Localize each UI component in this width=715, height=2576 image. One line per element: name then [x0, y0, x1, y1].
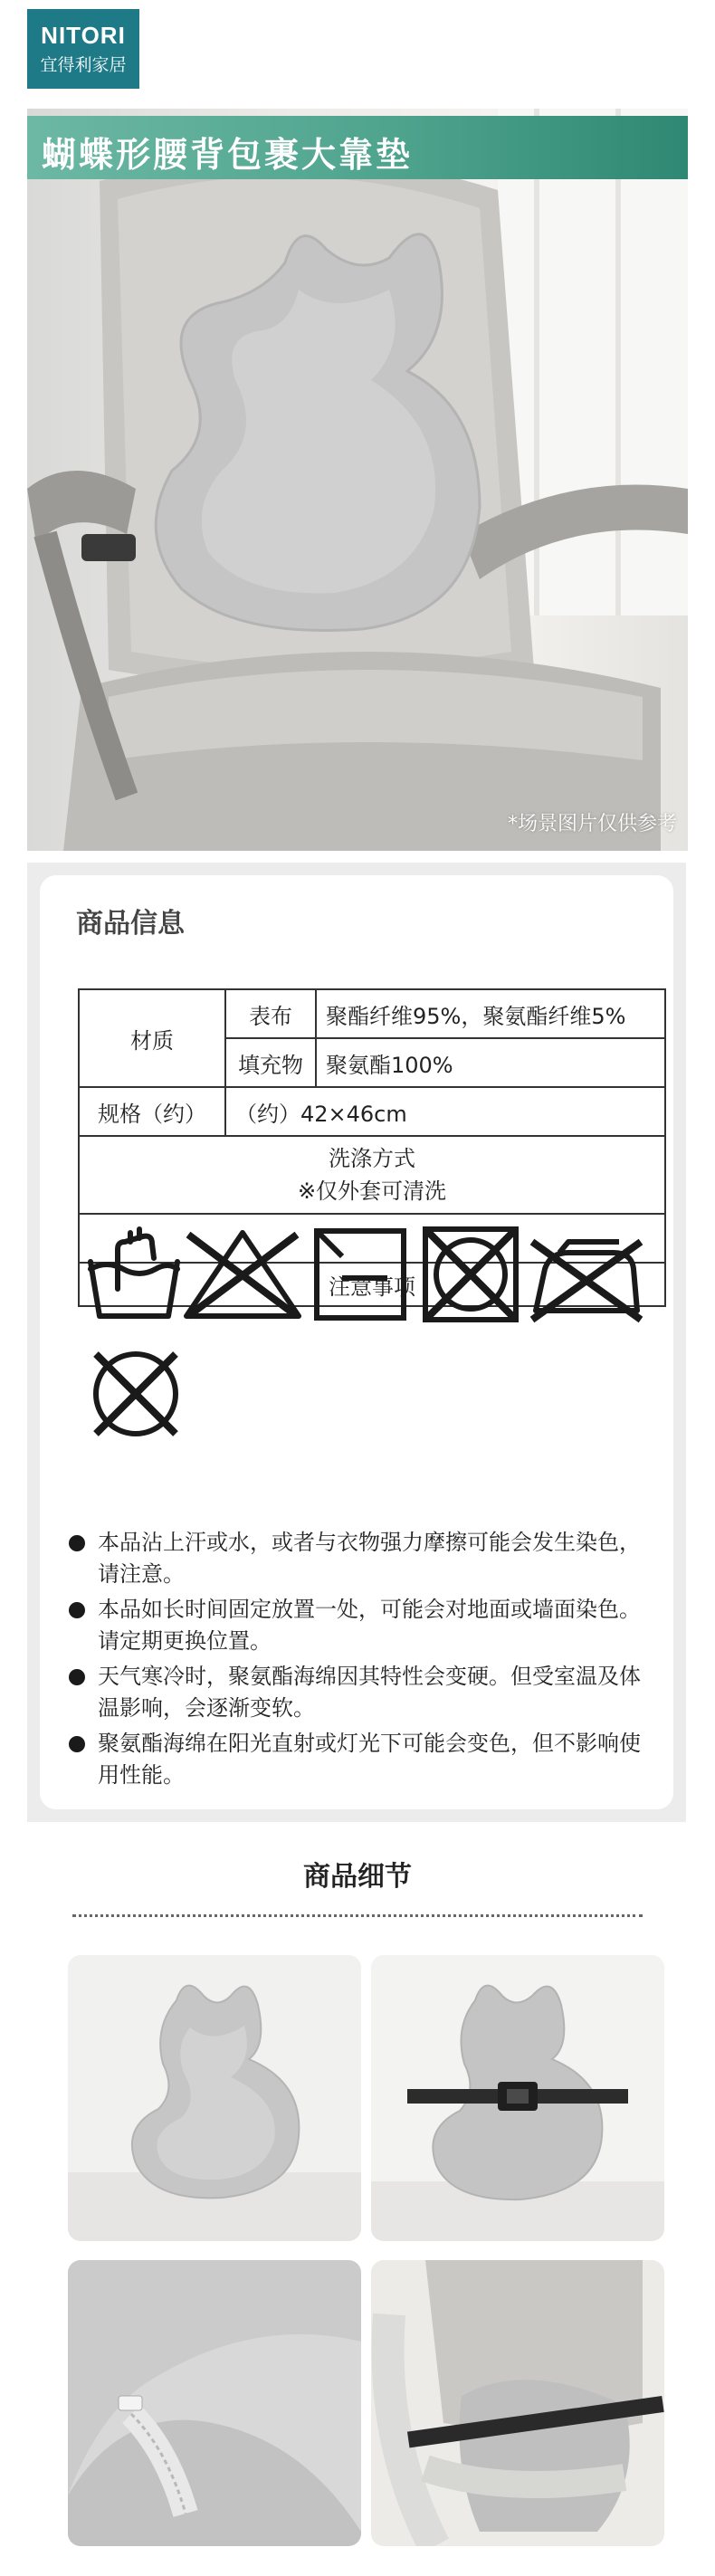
outer-fabric-label: 表布 — [225, 989, 316, 1038]
wash-method-note: ※仅外套可清洗 — [297, 1178, 447, 1204]
no-dry-clean-icon — [96, 1354, 176, 1434]
detail-photo-back — [371, 1955, 664, 2241]
wash-method-title: 洗涤方式 — [329, 1146, 415, 1171]
spec-table — [78, 988, 666, 1307]
brand-logo — [27, 9, 139, 89]
detail-section-title: 商品细节 — [303, 1861, 412, 1893]
info-section-title: 商品信息 — [76, 908, 185, 940]
notice-list — [69, 1527, 657, 1795]
list-item: 本品沾上汗或水，或者与衣物强力摩擦可能会发生染色，请注意。 — [69, 1527, 657, 1590]
outer-fabric-value: 聚酯纤维95%，聚氨酯纤维5% — [316, 989, 665, 1038]
no-bleach-icon — [186, 1233, 299, 1316]
no-tumble-dry-icon — [425, 1229, 516, 1320]
detail-photo-zipper — [68, 2260, 361, 2546]
table-row — [79, 1214, 665, 1263]
product-title: 蝴蝶形腰背包裹大靠垫 — [42, 135, 414, 175]
hand-wash-30-icon — [91, 1229, 177, 1316]
care-icons-cell — [79, 1214, 665, 1263]
size-value: （约）42×46cm — [225, 1087, 665, 1136]
product-title-band — [27, 116, 688, 179]
table-row — [79, 1087, 665, 1136]
hero-caption: *场景图片仅供参考 — [507, 813, 677, 835]
list-item: 本品如长时间固定放置一处，可能会对地面或墙面染色。请定期更换位置。 — [69, 1594, 657, 1657]
table-row — [79, 1136, 665, 1214]
material-label: 材质 — [79, 989, 225, 1087]
filling-label: 填充物 — [225, 1038, 316, 1087]
table-row — [79, 989, 665, 1038]
brand-name: NITORI — [41, 22, 126, 49]
filling-value: 聚氨酯100% — [316, 1038, 665, 1087]
product-info-panel — [40, 875, 673, 1809]
wash-method-header — [79, 1136, 665, 1214]
product-info-card — [27, 863, 686, 1822]
list-item: 天气寒冷时，聚氨酯海绵因其特性会变硬。但受室温及体温影响，会逐渐变软。 — [69, 1661, 657, 1724]
notice-header: 注意事项 — [79, 1263, 665, 1306]
hero-photo — [27, 109, 688, 851]
section-divider — [72, 1914, 643, 1917]
line-dry-shade-icon — [317, 1231, 404, 1318]
detail-photo-chair — [371, 2260, 664, 2546]
list-item: 聚氨酯海绵在阳光直射或灯光下可能会变色，但不影响使用性能。 — [69, 1728, 657, 1791]
no-iron-icon — [532, 1242, 641, 1320]
size-label: 规格（约） — [79, 1087, 225, 1136]
brand-subtitle: 宜得利家居 — [40, 55, 127, 75]
detail-photo-front — [68, 1955, 361, 2241]
